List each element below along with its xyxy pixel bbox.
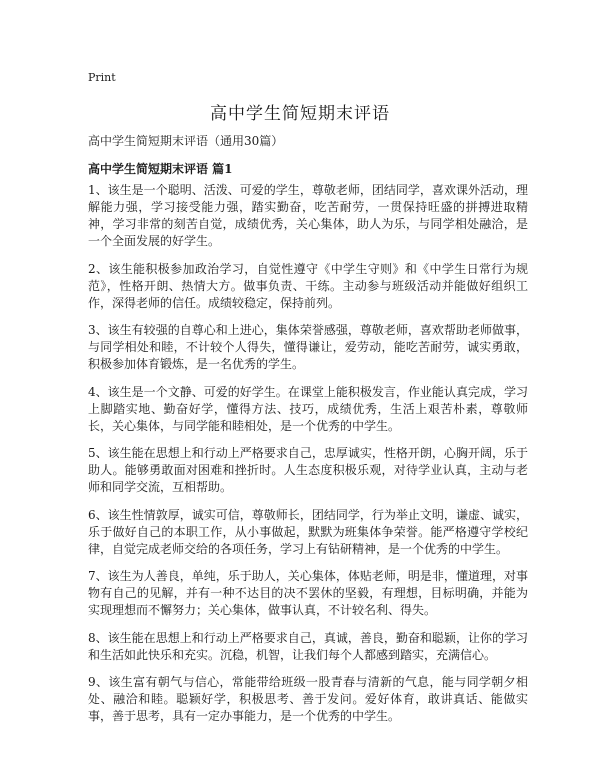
comment-paragraph: 7、该生为人善良，单纯，乐于助人，关心集体，体贴老师，明是非，懂道理，对事物有自己的见解，并有一种不达目的决不罢休的坚毅，有理想，目标明确，并能为实现理想而不懈努力；关心集体，做事认真，不计较名利、得失。: [88, 569, 528, 617]
comment-paragraph: 3、该生有较强的自尊心和上进心，集体荣誉感强，尊敬老师，喜欢帮助老师做事，与同学相处和睦，不计较个人得失，懂得谦让，爱劳动，能吃苦耐劳，诚实勇敢，积极参加体育锻炼，是一名优秀的学生。: [88, 323, 528, 371]
print-link[interactable]: Print: [88, 71, 116, 84]
comment-paragraph: 4、该生是一个文静、可爱的好学生。在课堂上能积极发言，作业能认真完成，学习上脚踏实地、勤奋好学，懂得方法、技巧，成绩优秀，生活上艰苦朴素，尊敬师长，关心集体，与同学能和睦相处，是一个优秀的中学生。: [88, 384, 528, 433]
page-title: 高中学生简短期末评语: [210, 104, 390, 124]
comment-paragraph: 5、该生能在思想上和行动上严格要求自己，忠厚诚实，性格开朗，心胸开阔，乐于助人。能够勇敢面对困难和挫折时。人生态度积极乐观，对待学业认真，主动与老师和同学交流，互相帮助。: [88, 446, 528, 494]
section-heading: 高中学生简短期末评语 篇1: [88, 162, 233, 176]
document-subtitle: 高中学生简短期末评语（通用30篇）: [88, 134, 284, 148]
comment-paragraph: 6、该生性情敦厚，诚实可信，尊敬师长，团结同学，行为举止文明，谦虚、诚实，乐于做好自己的本职工作，从小事做起，默默为班集体争荣誉。能严格遵守学校纪律，自觉完成老师交给的各项任务，学习上有钻研精神，是一个优秀的中学生。: [88, 507, 528, 556]
comment-paragraph: 8、该生能在思想上和行动上严格要求自己，真诚，善良，勤奋和聪颖，让你的学习和生活如此快乐和充实。沉稳，机智，让我们每个人都感到踏实，充满信心。: [88, 630, 528, 662]
comment-paragraph: 9、该生富有朝气与信心，常能带给班级一股青春与清新的气息，能与同学朝夕相处、融洽和睦。聪颖好学，积极思考、善于发问。爱好体育，敢讲真话、能做实事，善于思考，具有一定办事能力，是一个优秀的中学生。: [88, 675, 528, 723]
comment-paragraph: 2、该生能积极参加政治学习，自觉性遵守《中学生守则》和《中学生日常行为规范》，性格开朗、热情大方。做事负责、干练。主动参与班级活动并能做好组织工作，深得老师的信任。成绩较稳定，保持前列。: [88, 261, 528, 310]
comment-list: [88, 182, 528, 736]
comment-paragraph: 1、该生是一个聪明、活泼、可爱的学生，尊敬老师，团结同学，喜欢课外活动，理解能力强，学习接受能力强，踏实勤奋，吃苦耐劳，一贯保持旺盛的拼搏进取精神，学习非常的刻苦自觉，成绩优秀，关心集体，助人为乐，与同学相处融洽，是一个全面发展的好学生。: [88, 183, 528, 248]
